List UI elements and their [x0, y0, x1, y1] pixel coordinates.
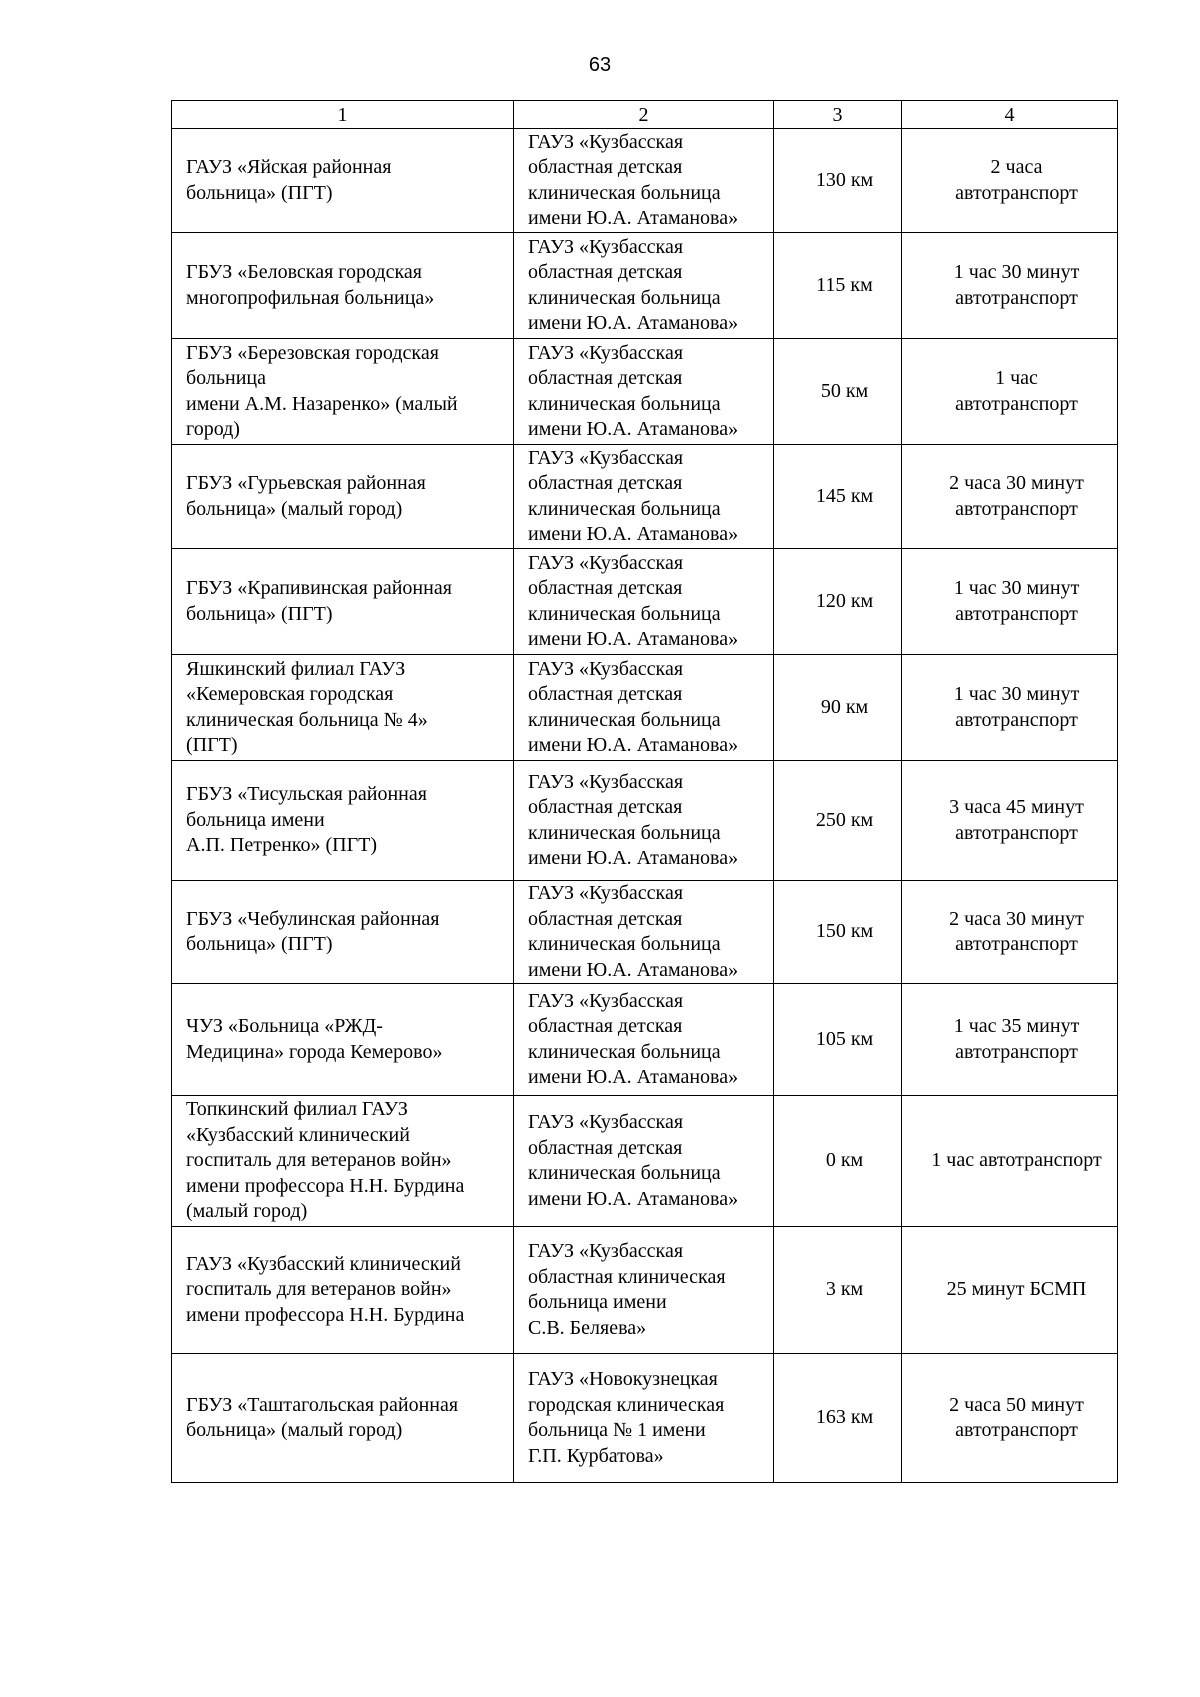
header-cell-2: 2 — [514, 101, 774, 129]
travel-time-cell — [902, 129, 1118, 233]
travel-time: 2 часа 50 минут автотранспорт — [949, 1393, 1084, 1441]
travel-time-cell — [902, 655, 1118, 761]
travel-time: 2 часа 30 минут автотранспорт — [949, 472, 1084, 520]
distance: 0 км — [825, 1149, 864, 1172]
distance-cell — [774, 881, 902, 984]
source-hospital: ГАУЗ «Яйская районная больница» (ПГТ) — [186, 156, 392, 204]
travel-time: 1 час 30 минут автотранспорт — [953, 683, 1080, 731]
table-row — [172, 233, 1118, 339]
source-hospital: ГБУЗ «Чебулинская районная больница» (ПГТ) — [186, 907, 440, 955]
distance-cell — [774, 445, 902, 549]
table-row — [172, 129, 1118, 233]
source-hospital-cell — [172, 233, 514, 339]
table-row — [172, 339, 1118, 445]
table-row — [172, 1227, 1118, 1354]
travel-time-cell — [902, 881, 1118, 984]
travel-time: 1 час 30 минут автотранспорт — [953, 577, 1080, 625]
target-hospital-cell — [514, 445, 774, 549]
distance: 90 км — [820, 695, 869, 718]
target-hospital-cell — [514, 233, 774, 339]
source-hospital: ГБУЗ «Гурьевская районная больница» (малый город) — [186, 472, 426, 520]
target-hospital-cell — [514, 339, 774, 445]
target-hospital: ГАУЗ «Кузбасская областная детская клиническая больница имени Ю.А. Атаманова» — [528, 989, 739, 1088]
distance-cell — [774, 761, 902, 881]
source-hospital: ГБУЗ «Таштагольская районная больница» (малый город) — [186, 1393, 459, 1441]
travel-time-cell — [902, 445, 1118, 549]
header-cell-1: 1 — [172, 101, 514, 129]
distance: 115 км — [816, 273, 873, 296]
travel-time-cell — [902, 233, 1118, 339]
target-hospital-cell — [514, 549, 774, 655]
source-hospital-cell — [172, 761, 514, 881]
source-hospital-cell — [172, 881, 514, 984]
source-hospital-cell — [172, 445, 514, 549]
source-hospital-cell — [172, 655, 514, 761]
table-row — [172, 761, 1118, 881]
source-hospital-cell — [172, 339, 514, 445]
source-hospital: ГБУЗ «Березовская городская больница имени А.М. Назаренко» (малый город) — [186, 341, 458, 440]
target-hospital-cell — [514, 1354, 774, 1483]
target-hospital: ГАУЗ «Кузбасская областная детская клиническая больница имени Ю.А. Атаманова» — [528, 770, 739, 869]
source-hospital-cell — [172, 1096, 514, 1227]
travel-time-cell — [902, 1227, 1118, 1354]
distance-cell — [774, 129, 902, 233]
source-hospital: ГАУЗ «Кузбасский клинический госпиталь для ветеранов войн» имени профессора Н.Н. Бурдина — [186, 1252, 465, 1326]
target-hospital: ГАУЗ «Кузбасская областная детская клиническая больница имени Ю.А. Атаманова» — [528, 551, 739, 650]
travel-time: 3 часа 45 минут автотранспорт — [949, 796, 1084, 844]
distance: 250 км — [815, 808, 874, 831]
source-hospital: Топкинский филиал ГАУЗ «Кузбасский клинический госпиталь для ветеранов войн» имени профессора Н.Н. Бурдина (малый город) — [186, 1098, 465, 1223]
source-hospital: ГБУЗ «Крапивинская районная больница» (ПГТ) — [186, 577, 452, 625]
distance: 150 км — [815, 920, 874, 943]
travel-time: 2 часа 30 минут автотранспорт — [949, 907, 1084, 955]
travel-time-cell — [902, 761, 1118, 881]
travel-time-cell — [902, 1354, 1118, 1483]
distance-cell — [774, 655, 902, 761]
distance-cell — [774, 1354, 902, 1483]
distance: 163 км — [815, 1406, 874, 1429]
target-hospital-cell — [514, 655, 774, 761]
table-row — [172, 984, 1118, 1096]
table-row — [172, 655, 1118, 761]
target-hospital-cell — [514, 881, 774, 984]
source-hospital-cell — [172, 1227, 514, 1354]
table-row — [172, 445, 1118, 549]
distance-cell — [774, 549, 902, 655]
table-row — [172, 549, 1118, 655]
target-hospital: ГАУЗ «Новокузнецкая городская клиническая больница № 1 имени Г.П. Курбатова» — [528, 1368, 725, 1467]
target-hospital: ГАУЗ «Кузбасская областная детская клиническая больница имени Ю.А. Атаманова» — [528, 130, 739, 229]
target-hospital: ГАУЗ «Кузбасская областная клиническая больница имени С.В. Беляева» — [528, 1240, 726, 1339]
distance-cell — [774, 984, 902, 1096]
source-hospital-cell — [172, 1354, 514, 1483]
page-number: 63 — [588, 54, 612, 76]
distance: 50 км — [820, 379, 869, 402]
target-hospital: ГАУЗ «Кузбасская областная детская клиническая больница имени Ю.А. Атаманова» — [528, 882, 739, 981]
routing-table — [171, 100, 1118, 1483]
distance-cell — [774, 233, 902, 339]
distance-cell — [774, 339, 902, 445]
travel-time: 1 час автотранспорт — [931, 1149, 1102, 1172]
distance: 145 км — [815, 484, 874, 507]
source-hospital: Яшкинский филиал ГАУЗ «Кемеровская городская клиническая больница № 4» (ПГТ) — [186, 657, 428, 756]
distance: 120 км — [815, 589, 874, 612]
travel-time: 1 час 35 минут автотранспорт — [953, 1015, 1080, 1063]
source-hospital-cell — [172, 984, 514, 1096]
distance: 130 км — [815, 168, 874, 191]
source-hospital-cell — [172, 549, 514, 655]
header-row — [172, 101, 1118, 129]
travel-time: 1 час 30 минут автотранспорт — [953, 261, 1080, 309]
travel-time-cell — [902, 984, 1118, 1096]
target-hospital-cell — [514, 761, 774, 881]
source-hospital: ГБУЗ «Беловская городская многопрофильная больница» — [186, 261, 435, 309]
source-hospital-cell — [172, 129, 514, 233]
distance-cell — [774, 1096, 902, 1227]
target-hospital: ГАУЗ «Кузбасская областная детская клиническая больница имени Ю.А. Атаманова» — [528, 657, 739, 756]
target-hospital: ГАУЗ «Кузбасская областная детская клиническая больница имени Ю.А. Атаманова» — [528, 446, 739, 545]
distance: 105 км — [815, 1027, 874, 1050]
target-hospital: ГАУЗ «Кузбасская областная детская клиническая больница имени Ю.А. Атаманова» — [528, 1111, 739, 1210]
distance: 3 км — [825, 1278, 864, 1301]
table-row — [172, 1354, 1118, 1483]
target-hospital: ГАУЗ «Кузбасская областная детская клиническая больница имени Ю.А. Атаманова» — [528, 235, 739, 334]
table-row — [172, 881, 1118, 984]
header-cell-3: 3 — [774, 101, 902, 129]
source-hospital: ЧУЗ «Больница «РЖД- Медицина» города Кемерово» — [186, 1015, 443, 1063]
table-row — [172, 1096, 1118, 1227]
distance-cell — [774, 1227, 902, 1354]
target-hospital-cell — [514, 1096, 774, 1227]
travel-time-cell — [902, 549, 1118, 655]
travel-time: 25 минут БСМП — [946, 1278, 1087, 1301]
source-hospital: ГБУЗ «Тисульская районная больница имени А.П. Петренко» (ПГТ) — [186, 783, 427, 857]
target-hospital-cell — [514, 1227, 774, 1354]
target-hospital-cell — [514, 129, 774, 233]
header-cell-4: 4 — [902, 101, 1118, 129]
travel-time-cell — [902, 1096, 1118, 1227]
travel-time: 1 час автотранспорт — [955, 367, 1078, 415]
travel-time: 2 часа автотранспорт — [955, 156, 1078, 204]
travel-time-cell — [902, 339, 1118, 445]
target-hospital-cell — [514, 984, 774, 1096]
target-hospital: ГАУЗ «Кузбасская областная детская клиническая больница имени Ю.А. Атаманова» — [528, 341, 739, 440]
